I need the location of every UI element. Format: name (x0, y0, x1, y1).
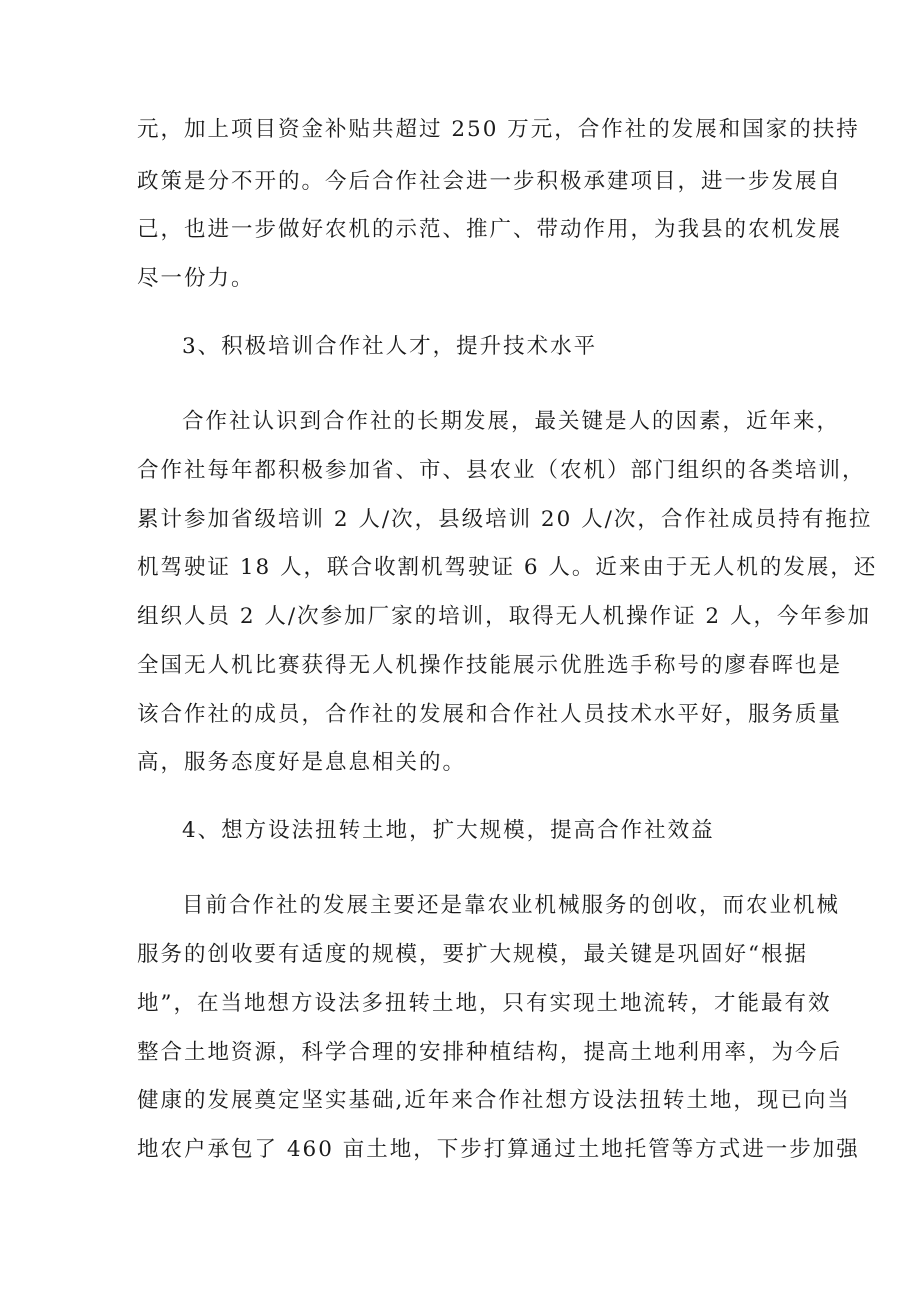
text-line: 服务的创收要有适度的规模，要扩大规模，最关键是巩固好“根据 (137, 942, 808, 967)
text-line: 合作社每年都积极参加省、市、县农业（农机）部门组织的各类培训， (137, 458, 866, 483)
text-line: 全国无人机比赛获得无人机操作技能展示优胜选手称号的廖春晖也是 (137, 653, 843, 678)
section-heading: 4、想方设法扭转土地，扩大规模，提高合作社效益 (182, 818, 715, 843)
text-line: 己，也进一步做好农机的示范、推广、带动作用，为我县的农机发展 (137, 217, 843, 242)
text-line: 组织人员 2 人/次参加厂家的培训，取得无人机操作证 2 人，今年参加 (137, 604, 871, 629)
text-line: 地农户承包了 460 亩土地，下步打算通过土地托管等方式进一步加强 (137, 1137, 860, 1162)
text-line: 合作社认识到合作社的长期发展，最关键是人的因素，近年来， (182, 409, 841, 434)
text-line: 健康的发展奠定坚实基础,近年来合作社想方设法扭转土地，现已向当 (137, 1088, 851, 1113)
section-heading: 3、积极培训合作社人才，提升技术水平 (182, 334, 598, 359)
text-line: 该合作社的成员，合作社的发展和合作社人员技术水平好，服务质量 (137, 702, 843, 727)
text-line: 政策是分不开的。今后合作社会进一步积极承建项目，进一步发展自 (137, 169, 843, 194)
text-line: 地”，在当地想方设法多扭转土地，只有实现土地流转，才能最有效 (137, 991, 832, 1016)
text-line: 累计参加省级培训 2 人/次，县级培训 20 人/次，合作社成员持有拖拉 (137, 507, 873, 532)
text-line: 机驾驶证 18 人，联合收割机驾驶证 6 人。近来由于无人机的发展，还 (137, 555, 878, 580)
text-line: 高，服务态度好是息息相关的。 (137, 750, 467, 775)
text-line: 尽一份力。 (137, 266, 255, 291)
text-line: 元，加上项目资金补贴共超过 250 万元，合作社的发展和国家的扶持 (137, 117, 860, 142)
text-line: 目前合作社的发展主要还是靠农业机械服务的创收，而农业机械 (182, 893, 841, 918)
text-line: 整合土地资源，科学合理的安排种植结构，提高土地利用率，为今后 (137, 1040, 843, 1065)
